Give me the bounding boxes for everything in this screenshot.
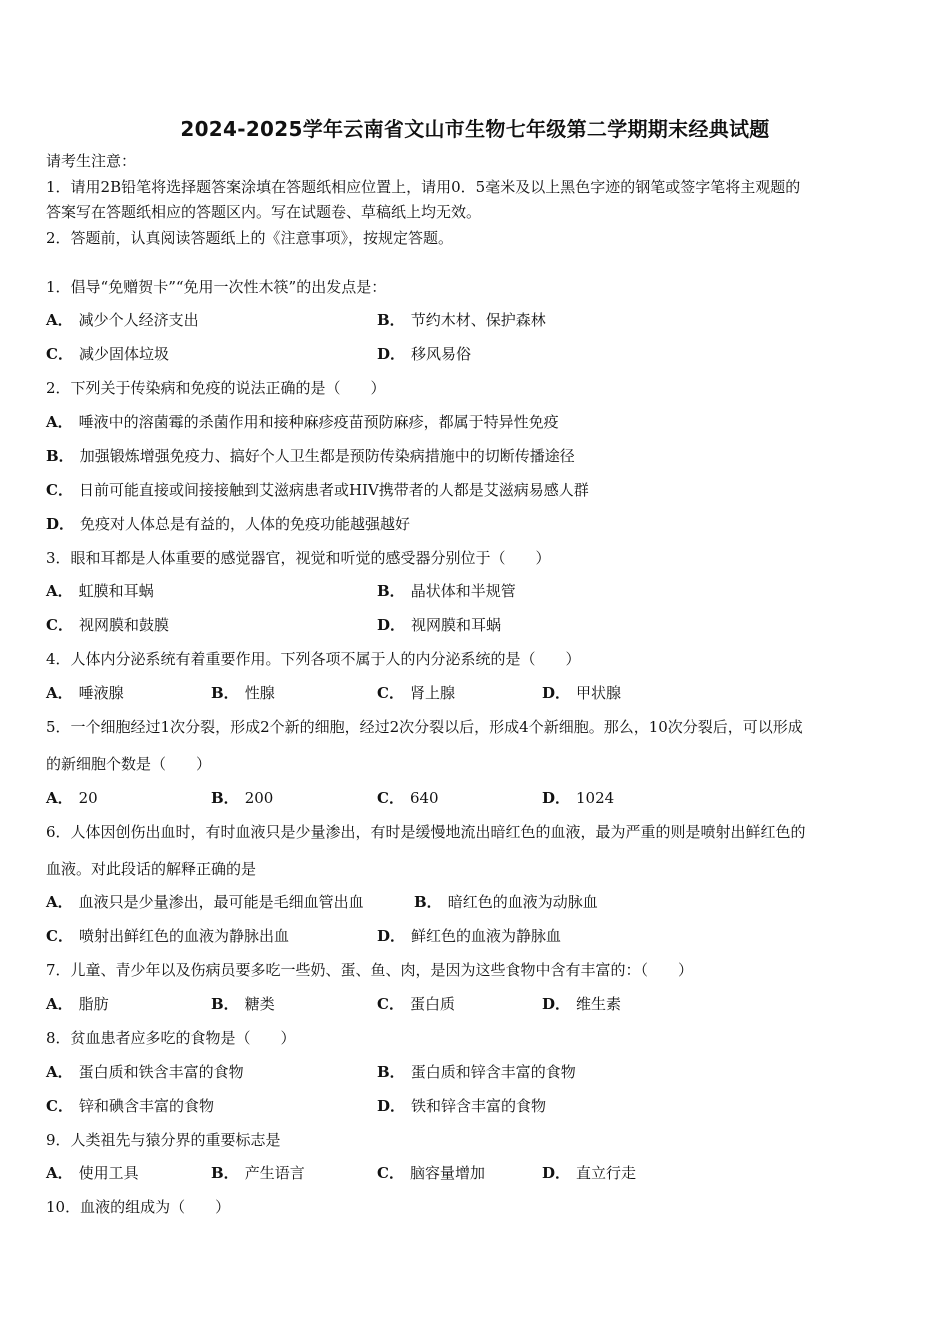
question-stem: 4．人体内分泌系统有着重要作用。下列各项不属于人的内分泌系统的是（ ） [46, 650, 581, 668]
option-d: D． 维生素 [542, 995, 622, 1013]
question-stem: 9．人类祖先与猿分界的重要标志是 [46, 1131, 281, 1149]
option-b: B． 糖类 [211, 995, 275, 1013]
option-a: A． 蛋白质和铁含丰富的食物 [46, 1063, 244, 1081]
option-a: A． 唾液中的溶菌霉的杀菌作用和接种麻疹疫苗预防麻疹，都属于特异性免疫 [46, 413, 559, 431]
option-c: C． 肾上腺 [377, 684, 455, 702]
option-d: D． 1024 [542, 789, 615, 807]
question-stem-cont: 血液。对此段话的解释正确的是 [46, 860, 257, 878]
option-c: C． 视网膜和鼓膜 [46, 616, 169, 634]
option-b: B． 蛋白质和锌含丰富的食物 [377, 1063, 576, 1081]
question-stem: 3．眼和耳都是人体重要的感觉器官，视觉和听觉的感受器分别位于（ ） [46, 549, 551, 567]
option-d: D． 视网膜和耳蜗 [377, 616, 502, 634]
question-stem: 7．儿童、青少年以及伤病员要多吃一些奶、蛋、鱼、肉，是因为这些食物中含有丰富的：（ ） [46, 961, 694, 979]
option-c: C． 日前可能直接或间接接触到艾滋病患者或HIV携带者的人都是艾滋病易感人群 [46, 481, 589, 499]
option-b: B． 200 [211, 789, 274, 807]
option-b: B． 加强锻炼增强免疫力、搞好个人卫生都是预防传染病措施中的切断传播途径 [46, 447, 575, 465]
notice-line: 1．请用2B铅笔将选择题答案涂填在答题纸相应位置上，请用0．5毫米及以上黑色字迹的钢笔或签字笔将主观题的 [46, 178, 801, 196]
option-c: C． 蛋白质 [377, 995, 455, 1013]
page-title: 2024-2025学年云南省文山市生物七年级第二学期期末经典试题 [180, 117, 770, 141]
option-a: A． 虹膜和耳蜗 [46, 582, 154, 600]
option-a: A． 使用工具 [46, 1164, 139, 1182]
notice-line: 2．答题前，认真阅读答题纸上的《注意事项》，按规定答题。 [46, 229, 454, 247]
question-stem: 2．下列关于传染病和免疫的说法正确的是（ ） [46, 379, 386, 397]
option-d: D． 直立行走 [542, 1164, 637, 1182]
option-c: C． 喷射出鲜红色的血液为静脉出血 [46, 927, 289, 945]
option-b: B． 暗红色的血液为动脉血 [414, 893, 598, 911]
option-d: D． 免疫对人体总是有益的，人体的免疫功能越强越好 [46, 515, 411, 533]
option-b: B． 产生语言 [211, 1164, 305, 1182]
option-a: A． 20 [46, 789, 98, 807]
option-d: D． 鲜红色的血液为静脉血 [377, 927, 562, 945]
option-a: A． 血液只是少量渗出，最可能是毛细血管出血 [46, 893, 364, 911]
option-b: B． 晶状体和半规管 [377, 582, 516, 600]
option-d: D． 甲状腺 [542, 684, 622, 702]
question-stem: 1．倡导“免赠贺卡”“免用一次性木筷”的出发点是： [46, 278, 387, 296]
option-d: D． 铁和锌含丰富的食物 [377, 1097, 547, 1115]
option-c: C． 锌和碘含丰富的食物 [46, 1097, 214, 1115]
option-b: B． 节约木材、保护森林 [377, 311, 546, 329]
option-c: C． 脑容量增加 [377, 1164, 485, 1182]
question-stem: 10．血液的组成为（ ） [46, 1198, 231, 1216]
question-stem: 6．人体因创伤出血时，有时血液只是少量渗出，有时是缓慢地流出暗红色的血液，最为严重的则是喷射出鲜红色的 [46, 823, 806, 841]
notice-line: 答案写在答题纸相应的答题区内。写在试题卷、草稿纸上均无效。 [46, 203, 482, 221]
option-c: C． 640 [377, 789, 439, 807]
option-a: A． 唾液腺 [46, 684, 124, 702]
option-d: D． 移风易俗 [377, 345, 472, 363]
question-stem: 8．贫血患者应多吃的食物是（ ） [46, 1029, 296, 1047]
question-stem-cont: 的新细胞个数是（ ） [46, 755, 212, 773]
notice-heading: 请考生注意： [46, 152, 137, 170]
option-c: C． 减少固体垃圾 [46, 345, 169, 363]
option-a: A． 脂肪 [46, 995, 109, 1013]
question-stem: 5．一个细胞经过1次分裂，形成2个新的细胞，经过2次分裂以后，形成4个新细胞。那么，10次分裂后，可以形成 [46, 718, 803, 736]
option-a: A． 减少个人经济支出 [46, 311, 199, 329]
option-b: B． 性腺 [211, 684, 275, 702]
